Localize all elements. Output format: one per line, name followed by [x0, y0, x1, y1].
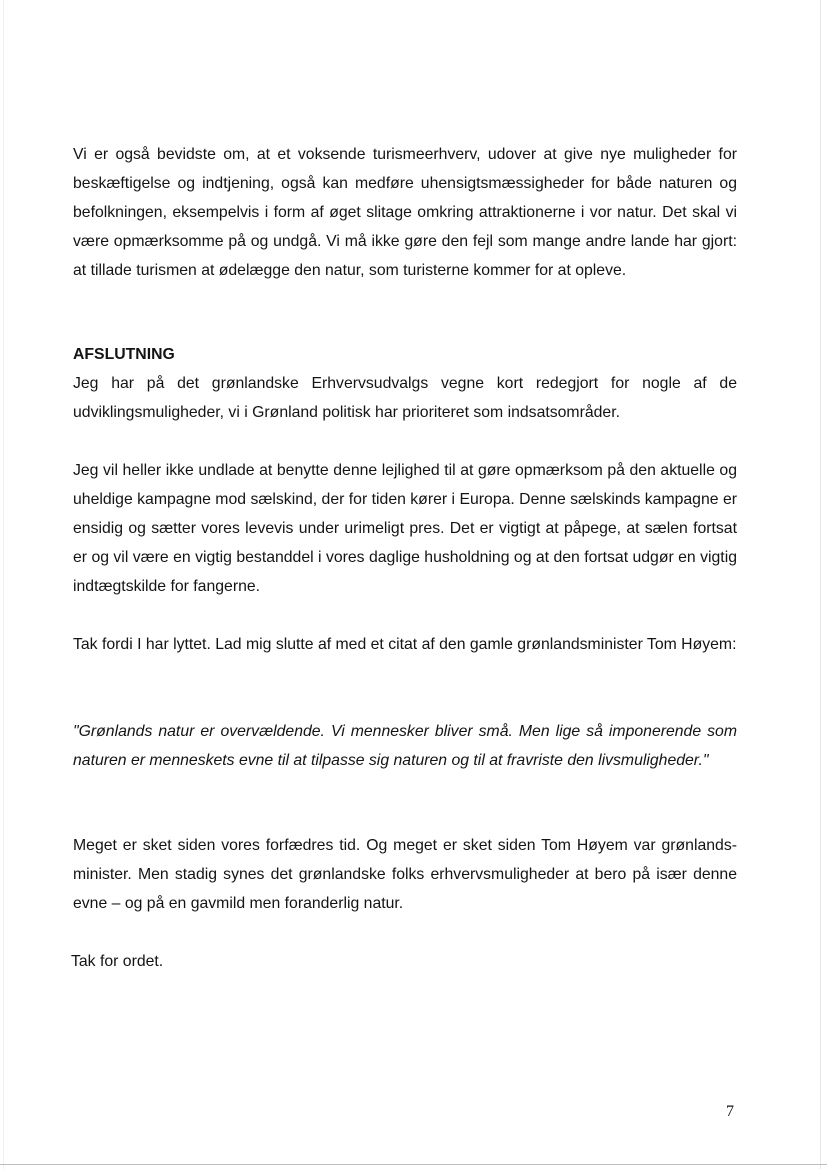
scan-edge-left: [3, 0, 4, 1169]
paragraph-summary: Jeg har på det grønlandske Erhvervsudvalgs vegne kort redegjort for nogle af de udviklingsmuligheder, vi i Grønland politisk har prioriteret som indsatsområder.: [73, 375, 737, 421]
scan-edge-right: [820, 0, 821, 1169]
closing-line: Tak for ordet.: [71, 953, 164, 970]
paragraph-sealskin: Jeg vil heller ikke undlade at benytte denne lejlighed til at gøre opmærksom på den aktuelle og uheldige kampagne mod sælskind, der for tiden kører i Europa. Denne sælskinds kampagne er ensidig og sætter vores levevis under urimeligt pres. Det er vigtigt at påpege, at sælen fortsat er og vil være en vigtig bestanddel i vores daglige husholdning og at den fortsat udgør en vigtig indtægtskilde for fangerne.: [73, 462, 737, 595]
paragraph-tourism: Vi er også bevidste om, at et voksende turismeerhverv, udover at give nye muligheder for beskæftigelse og indtjening, også kan medføre uhensigtsmæssigheder for både naturen og befolkningen, eksempelvis i form af øget slitage omkring attraktionerne i vor natur. Det skal vi være opmærksomme på og undgå. Vi må ikke gøre den fejl som mange andre lande har gjort: at tillade turismen at ødelægge den natur, som turisterne kommer for at opleve.: [73, 146, 737, 279]
scan-edge-bottom: [0, 1164, 827, 1165]
paragraph-thanks: Tak fordi I har lyttet. Lad mig slutte af med et citat af den gamle grønlandsminister Tom Høyem:: [73, 636, 737, 653]
paragraph-conclusion: Meget er sket siden vores forfædres tid. Og meget er sket siden Tom Høyem var grønlands-minister. Men stadig synes det grønlandske folks erhvervsmuligheder at bero på især denne evne – og på en gavmild men foranderlig natur.: [73, 837, 737, 912]
page-number: 7: [726, 1103, 734, 1120]
section-heading: AFSLUTNING: [73, 346, 175, 363]
quote-paragraph: "Grønlands natur er overvældende. Vi mennesker bliver små. Men lige så imponerende som naturen er menneskets evne til at tilpasse sig naturen og til at fravriste den livsmuligheder.": [73, 723, 737, 769]
